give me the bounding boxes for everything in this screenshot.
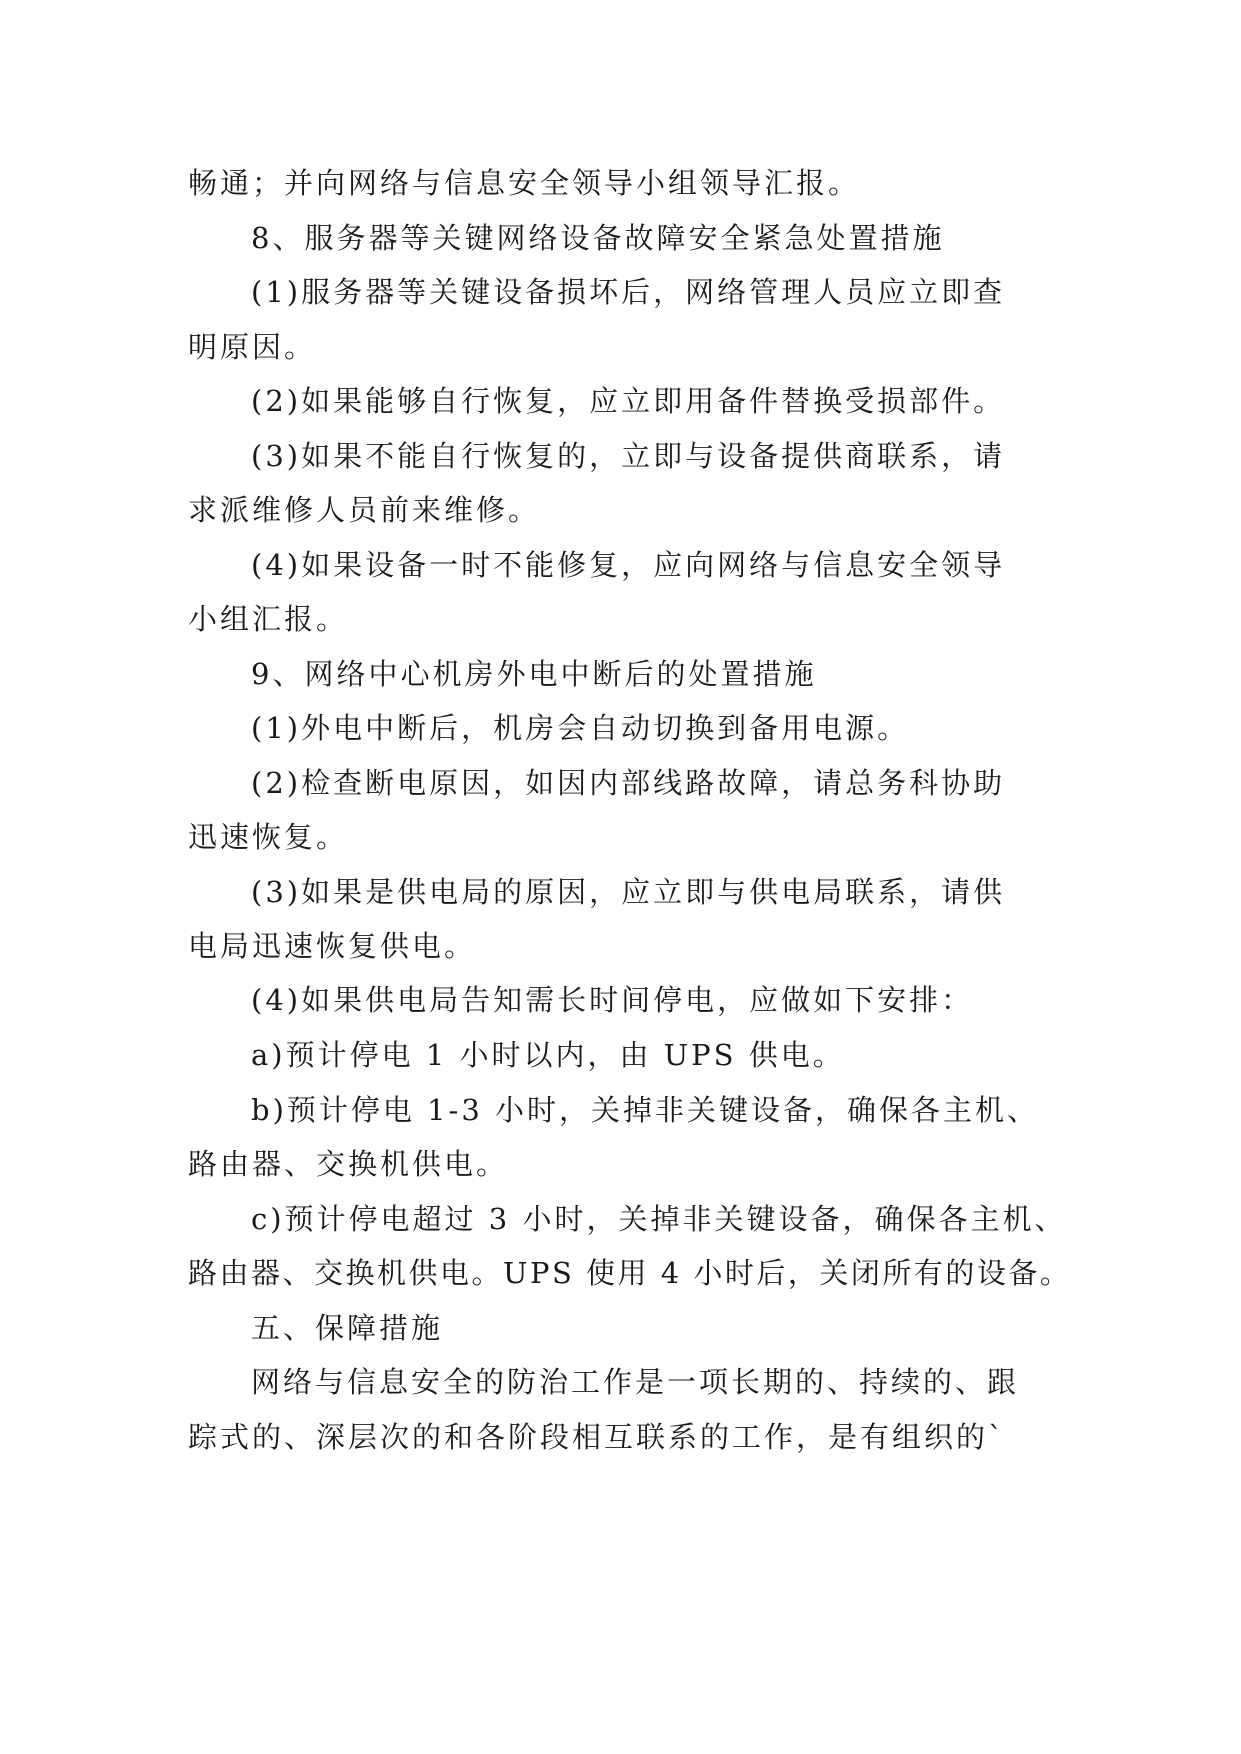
text-line: (1)外电中断后，机房会自动切换到备用电源。 bbox=[251, 711, 910, 745]
text-line: 明原因。 bbox=[188, 330, 317, 364]
text-line: (4)如果设备一时不能修复，应向网络与信息安全领导 bbox=[251, 548, 1006, 582]
text-line: c)预计停电超过 3 小时，关掉非关键设备，确保各主机、 bbox=[251, 1202, 1067, 1236]
text-line: 小组汇报。 bbox=[188, 602, 349, 636]
text-line: 迅速恢复。 bbox=[188, 820, 349, 854]
text-line: 网络与信息安全的防治工作是一项长期的、持续的、跟 bbox=[251, 1365, 1020, 1399]
text-line: (3)如果不能自行恢复的，立即与设备提供商联系，请 bbox=[251, 439, 1006, 473]
section-heading: 9、网络中心机房外电中断后的处置措施 bbox=[251, 657, 817, 691]
text-line: 路由器、交换机供电。UPS 使用 4 小时后，关闭所有的设备。 bbox=[188, 1256, 1072, 1290]
text-line: (4)如果供电局告知需长时间停电，应做如下安排： bbox=[251, 983, 974, 1017]
text-line: 电局迅速恢复供电。 bbox=[188, 929, 477, 963]
section-heading: 五、保障措施 bbox=[251, 1311, 444, 1345]
text-line: 求派维修人员前来维修。 bbox=[188, 493, 541, 527]
text-line: (2)如果能够自行恢复，应立即用备件替换受损部件。 bbox=[251, 384, 1006, 418]
text-line: (3)如果是供电局的原因，应立即与供电局联系，请供 bbox=[251, 875, 1006, 909]
text-line: (2)检查断电原因，如因内部线路故障，请总务科协助 bbox=[251, 766, 1006, 800]
text-line: 畅通；并向网络与信息安全领导小组领导汇报。 bbox=[188, 166, 861, 200]
text-line: 路由器、交换机供电。 bbox=[188, 1147, 509, 1181]
text-line: (1)服务器等关键设备损坏后，网络管理人员应立即查 bbox=[251, 275, 1006, 309]
text-line: a)预计停电 1 小时以内，由 UPS 供电。 bbox=[251, 1038, 845, 1072]
text-line: b)预计停电 1-3 小时，关掉非关键设备，确保各主机、 bbox=[251, 1093, 1040, 1127]
section-heading: 8、服务器等关键网络设备故障安全紧急处置措施 bbox=[251, 221, 945, 255]
text-line: 踪式的、深层次的和各阶段相互联系的工作，是有组织的` bbox=[188, 1420, 1006, 1454]
